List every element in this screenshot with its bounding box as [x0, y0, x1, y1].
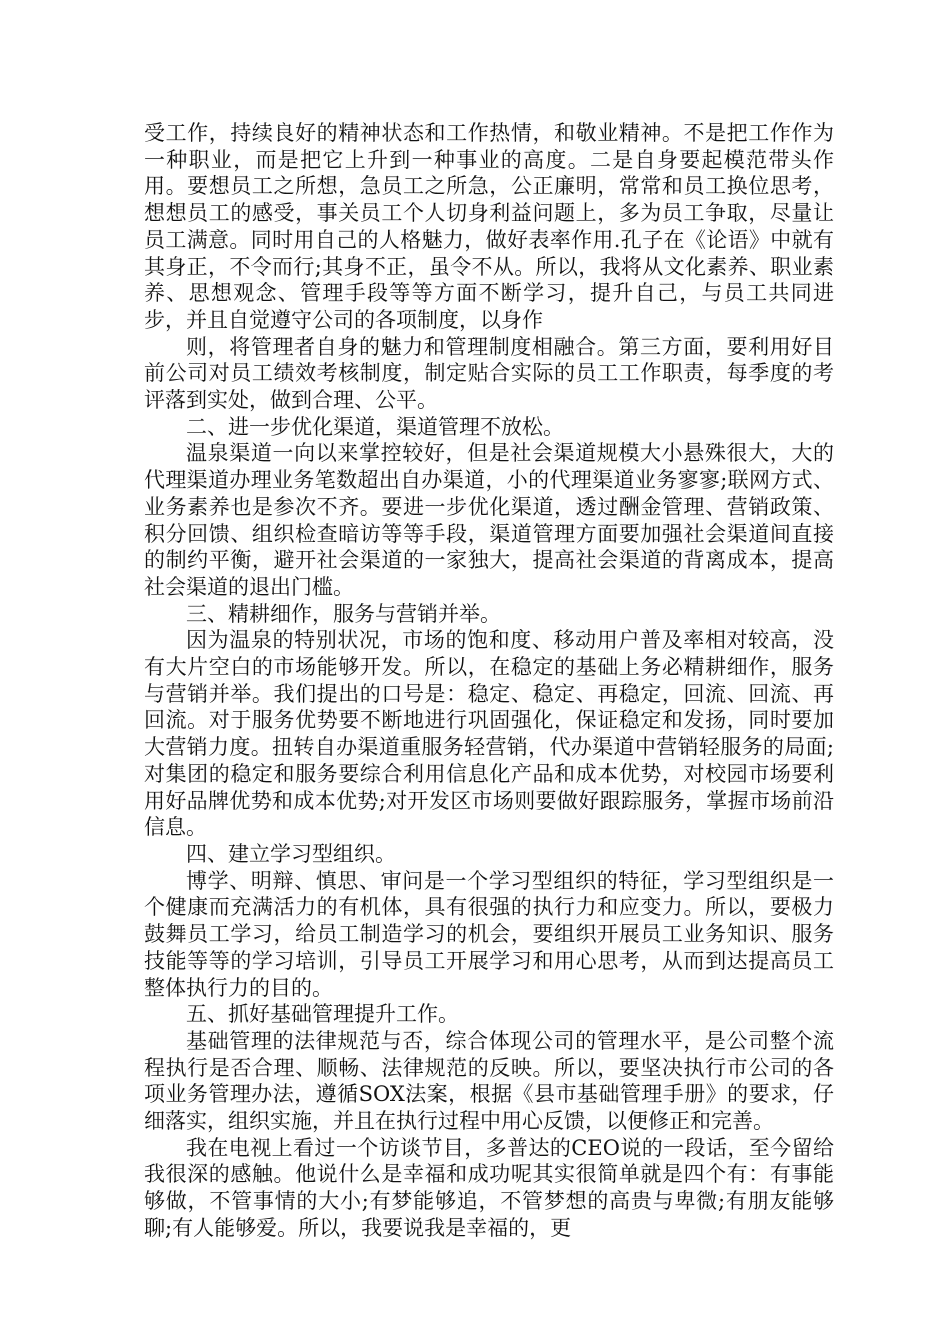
section-heading-2: 二、进一步优化渠道，渠道管理不放松。	[186, 414, 564, 439]
paragraph-3: 温泉渠道一向以来掌控较好，但是社会渠道规模大小悬殊很大，大的代理渠道办理业务笔数超出自办渠道，小的代理渠道业务寥寥;联网方式、业务素养也是参次不齐。要进一步优化渠道，透过酬金管理、营销政策、积分回馈、组织检查暗访等等手段，渠道管理方面要加强社会渠道间直接的制约平衡，避开社会渠道的一家独大，提高社会渠道的背离成本，提高社会渠道的退出门槛。	[144, 441, 834, 599]
paragraph-1: 受工作，持续良好的精神状态和工作热情，和敬业精神。不是把工作作为一种职业，而是把它上升到一种事业的高度。二是自身要起模范带头作用。要想员工之所想，急员工之所急，公正廉明，常常和员工换位思考，想想员工的感受，事关员工个人切身利益问题上，多为员工争取，尽量让员工满意。同时用自己的人格魅力，做好表率作用.孔子在《论语》中就有其身正，不令而行;其身不正，虽令不从。所以，我将从文化素养、职业素养、思想观念、管理手段等等方面不断学习，提升自己，与员工共同进步，并且自觉遵守公司的各项制度，以身作	[144, 121, 834, 332]
section-heading-5: 五、抓好基础管理提升工作。	[186, 1002, 459, 1027]
paragraph-4: 因为温泉的特别状况，市场的饱和度、移动用户普及率相对较高，没有大片空白的市场能够开发。所以，在稳定的基础上务必精耕细作，服务与营销并举。我们提出的口号是：稳定、稳定、再稳定，回流、回流、再回流。对于服务优势要不断地进行巩固强化，保证稳定和发扬，同时要加大营销力度。扭转自办渠道重服务轻营销，代办渠道中营销轻服务的局面;对集团的稳定和服务要综合利用信息化产品和成本优势，对校园市场要利用好品牌优势和成本优势;对开发区市场则要做好跟踪服务，掌握市场前沿信息。	[144, 628, 834, 840]
paragraph-6: 基础管理的法律规范与否，综合体现公司的管理水平，是公司整个流程执行是否合理、顺畅、法律规范的反映。所以，要坚决执行市公司的各项业务管理办法，遵循SOX法案，根据《县市基础管理手册》的要求，仔细落实，组织实施，并且在执行过程中用心反馈，以便修正和完善。	[144, 1028, 834, 1134]
document-body	[144, 120, 834, 1242]
paragraph-7: 我在电视上看过一个访谈节目，多普达的CEO说的一段话，至今留给我很深的感触。他说什么是幸福和成功呢其实很简单就是四个有：有事能够做，不管事情的大小;有梦能够追，不管梦想的高贵与卑微;有朋友能够聊;有人能够爱。所以，我要说我是幸福的，更	[144, 1135, 834, 1240]
paragraph-5: 博学、明辩、慎思、审问是一个学习型组织的特征，学习型组织是一个健康而充满活力的有机体，具有很强的执行力和应变力。所以，要极力鼓舞员工学习，给员工制造学习的机会，要组织开展员工业务知识、服务技能等等的学习培训，引导员工开展学习和用心思考，从而到达提高员工整体执行力的目的。	[144, 868, 834, 1000]
paragraph-2: 则，将管理者自身的魅力和管理制度相融合。第三方面，要利用好目前公司对员工绩效考核制度，制定贴合实际的员工工作职责，每季度的考评落到实处，做到合理、公平。	[144, 334, 834, 413]
section-heading-3: 三、精耕细作，服务与营销并举。	[186, 601, 501, 626]
section-heading-4: 四、建立学习型组织。	[186, 841, 396, 866]
